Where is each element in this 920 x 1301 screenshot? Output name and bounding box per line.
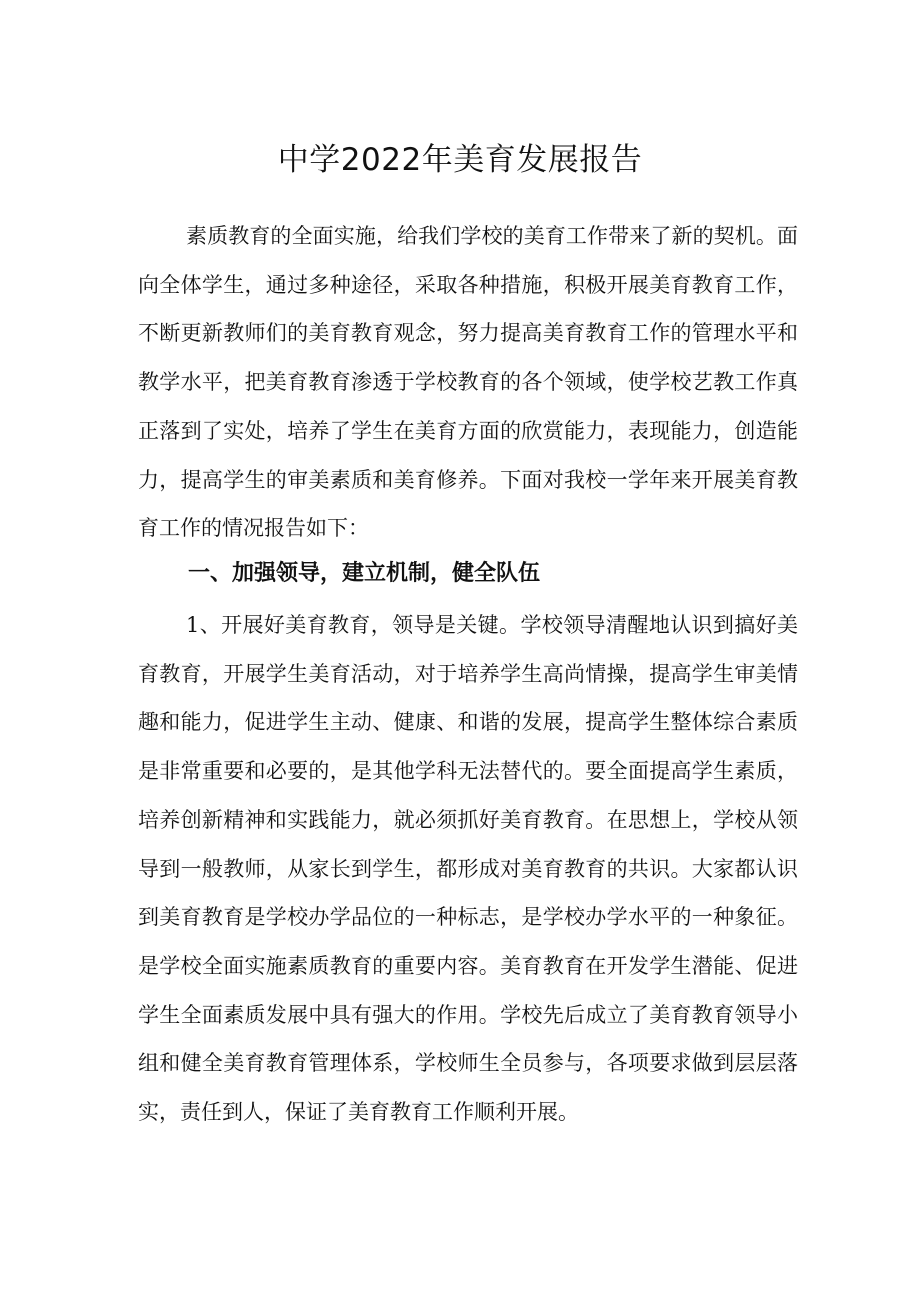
section-heading-1: 一、加强领导，建立机制，健全队伍 xyxy=(188,561,541,586)
document-title: 中学2022年美育发展报告 xyxy=(277,142,643,178)
intro-paragraph: 素质教育的全面实施，给我们学校的美育工作带来了新的契机。面向全体学生，通过多种途径，采取各种措施，积极开展美育教育工作，不断更新教师们的美育教育观念，努力提高美育教育工作的管理水平和教学水平，把美育教育渗透于学校教育的各个领域，使学校艺教工作真正落到了实处，培养了学生在美育方面的欣赏能力，表现能力，创造能力，提高学生的审美素质和美育修养。下面对我校一学年来开展美育教育工作的情况报告如下： xyxy=(138,224,798,541)
section-1-paragraph-1: 1、开展好美育教育，领导是关键。学校领导清醒地认识到搞好美育教育，开展学生美育活动，对于培养学生高尚情操，提高学生审美情趣和能力，促进学生主动、健康、和谐的发展，提高学生整体综合素质是非常重要和必要的，是其他学科无法替代的。要全面提高学生素质，培养创新精神和实践能力，就必须抓好美育教育。在思想上，学校从领导到一般教师，从家长到学生，都形成对美育教育的共识。大家都认识到美育教育是学校办学品位的一种标志，是学校办学水平的一种象征。是学校全面实施素质教育的重要内容。美育教育在开发学生潜能、促进学生全面素质发展中具有强大的作用。学校先后成立了美育教育领导小组和健全美育教育管理体系，学校师生全员参与，各项要求做到层层落实，责任到人，保证了美育教育工作顺利开展。 xyxy=(138,613,798,1125)
